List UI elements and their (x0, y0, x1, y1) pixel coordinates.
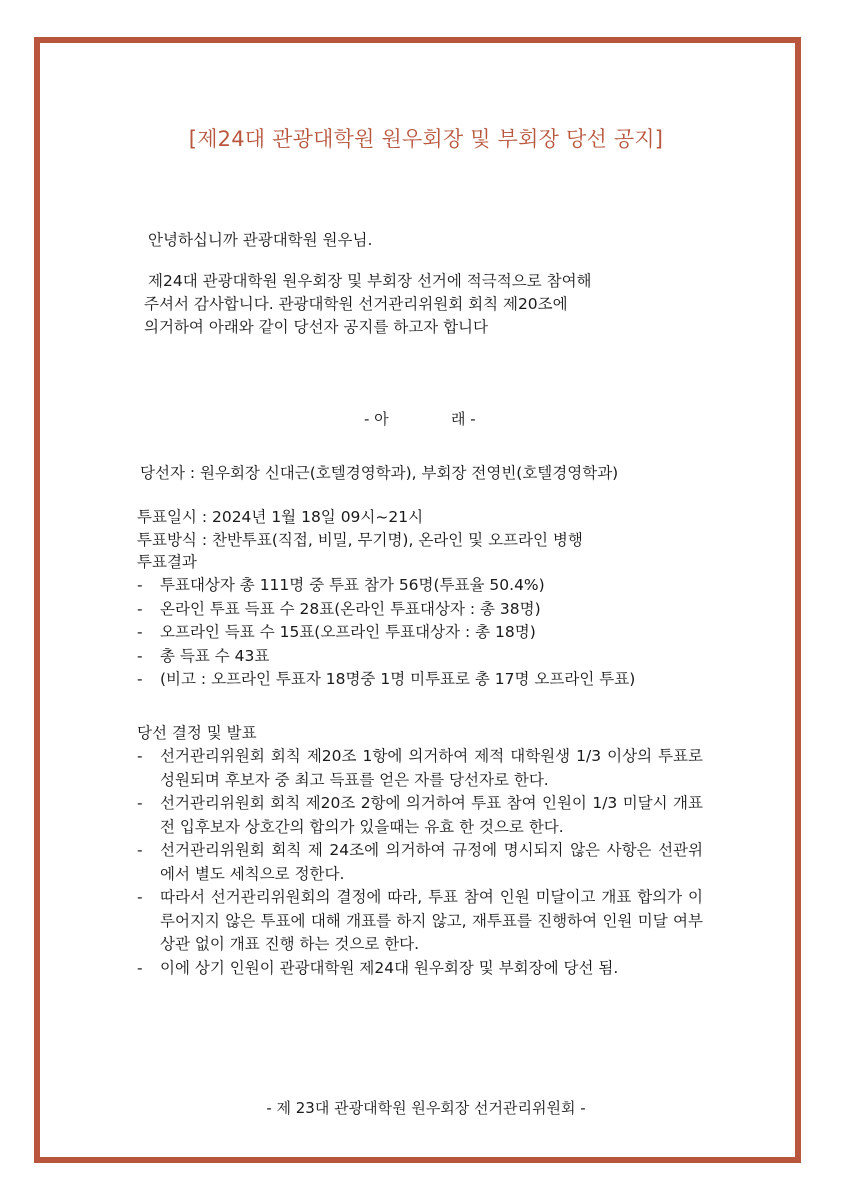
list-bullet: - (137, 670, 143, 688)
decision-heading: 당선 결정 및 발표 (137, 724, 257, 742)
decision-item: - 선거관리위원회 회칙 제20조 2항에 의거하여 투표 참여 인원이 1/3 미달시 개표 전 입후보자 상호간의 합의가 있을때는 유효 한 것으로 한다. (137, 792, 703, 839)
intro-line-2: 주셔서 감사합니다. 관광대학원 선거관리위원회 회칙 제20조에 (144, 295, 568, 313)
decision-item: - 선거관리위원회 회칙 제20조 1항에 의거하여 제적 대학원생 1/3 이상의 투표로 성원되며 후보자 중 최고 득표를 얻은 자를 당선자로 한다. (137, 745, 703, 792)
list-bullet: - (137, 623, 143, 641)
result-item: - 총 득표 수 43표 (137, 645, 717, 669)
winners-line: 당선자 : 원우회장 신대근(호텔경영학과), 부회장 전영빈(호텔경영학과) (140, 464, 619, 482)
list-bullet: - (137, 576, 143, 594)
greeting-text: 안녕하십니까 관광대학원 원우님. (148, 231, 373, 249)
result-item: - 오프라인 득표 수 15표(오프라인 투표대상자 : 총 18명) (137, 621, 717, 645)
result-item: - (비고 : 오프라인 투표자 18명중 1명 미투표로 총 17명 오프라인 투표) (137, 668, 717, 692)
notice-heading-left: - 아 (364, 410, 389, 428)
list-bullet: - (137, 794, 143, 812)
list-bullet: - (137, 747, 143, 765)
decision-item: - 따라서 선거관리위원회의 결정에 따라, 투표 참여 인원 미달이고 개표 합의가 이루어지지 않은 투표에 대해 개표를 하지 않고, 재투표를 진행하여 인원 미달 여부 상관 없이 개표 진행 하는 것으로 한다. (137, 886, 703, 957)
decision-item: - 이에 상기 인원이 관광대학원 제24대 원우회장 및 부회장에 당선 됨. (137, 957, 703, 981)
vote-method-line: 투표방식 : 찬반투표(직접, 비밀, 무기명), 온라인 및 오프라인 병행 (137, 531, 583, 549)
intro-line-3: 의거하여 아래와 같이 당선자 공지를 하고자 합니다 (144, 318, 488, 336)
list-bullet: - (137, 646, 143, 665)
results-list (137, 574, 717, 692)
decisions-list (137, 745, 703, 980)
committee-signature: - 제 23대 관광대학원 원우회장 선거관리위원회 - (266, 1099, 586, 1117)
list-bullet: - (137, 888, 143, 906)
intro-line-1: 제24대 관광대학원 원우회장 및 부회장 선거에 적극적으로 참여해 (148, 272, 592, 290)
list-bullet: - (137, 841, 143, 859)
decision-item: - 선거관리위원회 회칙 제 24조에 의거하여 규정에 명시되지 않은 사항은 선관위에서 별도 세칙으로 정한다. (137, 839, 703, 886)
list-bullet: - (137, 958, 143, 977)
vote-date-line: 투표일시 : 2024년 1월 18일 09시~21시 (137, 508, 424, 526)
list-bullet: - (137, 599, 143, 618)
notice-heading-right: 래 - (451, 410, 476, 428)
notice-title: [제24대 관광대학원 원우회장 및 부회장 당선 공지] (188, 127, 664, 151)
results-heading: 투표결과 (137, 553, 197, 571)
result-item: - 온라인 투표 득표 수 28표(온라인 투표대상자 : 총 38명) (137, 598, 717, 622)
result-item: - 투표대상자 총 111명 중 투표 참가 56명(투표율 50.4%) (137, 574, 717, 598)
